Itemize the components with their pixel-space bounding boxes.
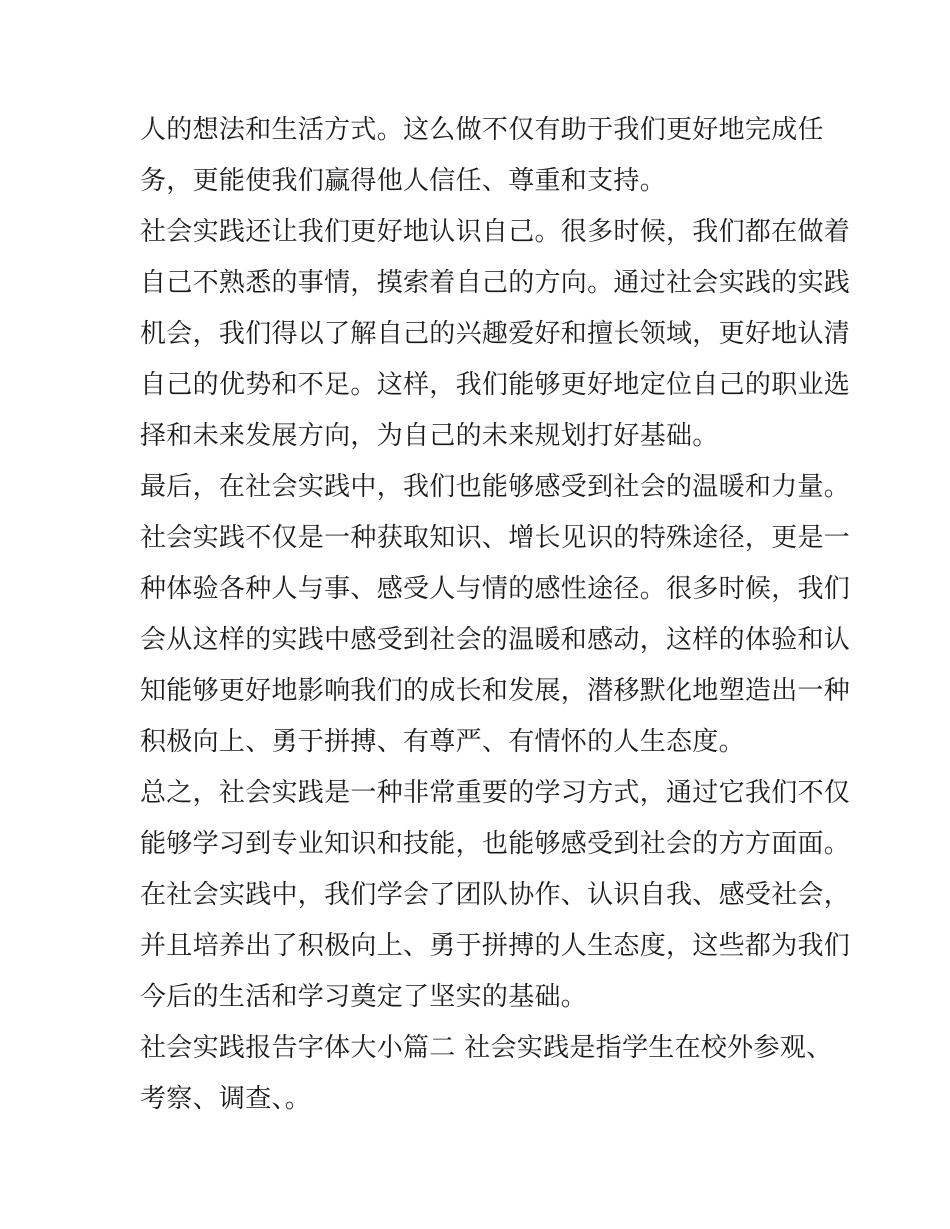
text-line: 务，更能使我们赢得他人信任、尊重和支持。 bbox=[140, 166, 667, 196]
text-line: 择和未来发展方向，为自己的未来规划打好基础。 bbox=[140, 421, 719, 451]
text-line: 社会实践报告字体大小篇二 社会实践是指学生在校外参观、 bbox=[140, 1033, 833, 1063]
text-line: 最后，在社会实践中，我们也能够感受到社会的温暖和力量。 bbox=[140, 472, 851, 502]
text-line: 种体验各种人与事、感受人与情的感性途径。很多时候，我们 bbox=[140, 574, 851, 604]
text-line: 今后的生活和学习奠定了坚实的基础。 bbox=[140, 982, 588, 1012]
text-line: 社会实践还让我们更好地认识自己。很多时候，我们都在做着 bbox=[140, 217, 851, 247]
document-body bbox=[140, 105, 851, 1125]
text-line: 会从这样的实践中感受到社会的温暖和感动，这样的体验和认 bbox=[140, 625, 851, 655]
text-line: 知能够更好地影响我们的成长和发展，潜移默化地塑造出一种 bbox=[140, 676, 851, 706]
text-line: 并且培养出了积极向上、勇于拼搏的人生态度，这些都为我们 bbox=[140, 931, 851, 961]
text-line: 考察、调查、。 bbox=[140, 1084, 312, 1114]
text-line: 能够学习到专业知识和技能，也能够感受到社会的方方面面。 bbox=[140, 829, 851, 859]
text-line: 自己的优势和不足。这样，我们能够更好地定位自己的职业选 bbox=[140, 370, 851, 400]
text-line: 社会实践不仅是一种获取知识、增长见识的特殊途径，更是一 bbox=[140, 523, 851, 553]
text-line: 自己不熟悉的事情，摸索着自己的方向。通过社会实践的实践 bbox=[140, 268, 851, 298]
text-line: 总之，社会实践是一种非常重要的学习方式，通过它我们不仅 bbox=[140, 778, 851, 808]
text-line: 积极向上、勇于拼搏、有尊严、有情怀的人生态度。 bbox=[140, 727, 745, 757]
text-line: 机会，我们得以了解自己的兴趣爱好和擅长领域，更好地认清 bbox=[140, 319, 851, 349]
text-line: 人的想法和生活方式。这么做不仅有助于我们更好地完成任 bbox=[140, 115, 824, 145]
text-line: 在社会实践中，我们学会了团队协作、认识自我、感受社会， bbox=[140, 880, 851, 910]
